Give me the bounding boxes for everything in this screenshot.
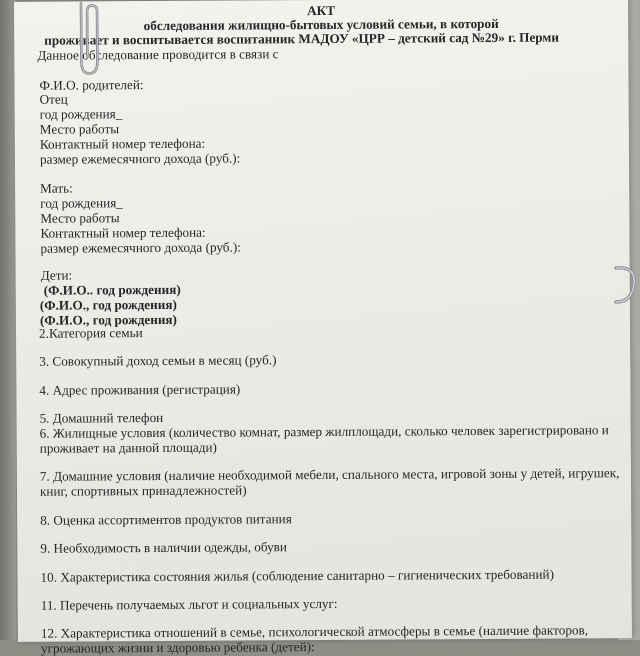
document-sheet	[14, 0, 632, 656]
child-entry: (Ф.И.О.. год рождения)	[43, 281, 181, 298]
item-family-relations-line2: угрожающих жизни и здоровью ребенка (детей):	[40, 639, 315, 656]
father-income: размер ежемесячного дохода (руб.):	[39, 150, 241, 167]
item-family-relations-line1: 12. Характеристика отношений в семье, психологической атмосферы в семье (наличие факторов,	[40, 622, 589, 641]
item-housing-state: 10. Характеристика состояния жилья (соблюдение санитарно – гигиенических требований)	[40, 566, 554, 585]
mother-label: Мать:	[40, 180, 73, 196]
intro-line: Данное обследование проводится в связи с	[37, 46, 279, 63]
paperclip-icon	[72, 1, 102, 77]
item-home-conditions-line1: 7. Домашние условия (наличие необходимой мебели, спального места, игровой зоны у детей, игрушек,	[39, 465, 620, 484]
children-label: Дети:	[40, 267, 73, 283]
item-family-income: 3. Совокупный доход семьи в месяц (руб.)	[39, 352, 277, 369]
item-home-phone: 5. Домашний телефон	[39, 409, 164, 426]
mother-income: размер ежемесячного дохода (руб.):	[40, 239, 241, 256]
document-title: АКТ	[307, 2, 336, 19]
item-housing-line2: проживает на данной площади)	[39, 439, 217, 456]
item-housing-line1: 6. Жилищные условия (количество комнат, размер жилплощади, сколько человек зарегистрировано и	[39, 422, 609, 441]
item-food-assessment: 8. Оценка ассортиментов продуктов питания	[40, 511, 292, 528]
item-benefits: 11. Перечень получаемых льгот и социальных услуг:	[40, 595, 338, 613]
father-workplace: Место работы	[39, 121, 120, 137]
item-clothing-needs: 9. Необходимость в наличии одежды, обуви	[40, 539, 287, 556]
parents-label: Ф.И.О. родителей:	[39, 77, 144, 93]
child-entry: (Ф.И.О., год рождения)	[39, 296, 177, 313]
mother-workplace: Место работы	[40, 210, 120, 226]
mother-birth-year: год рождения_	[40, 195, 123, 211]
binder-ring-icon	[612, 262, 638, 308]
item-family-category: 2.Категория семьи	[38, 325, 143, 341]
father-phone: Контактный номер телефона:	[39, 135, 206, 152]
father-label: Отец	[39, 91, 68, 107]
child-entry: (Ф.И.О., год рождения)	[39, 311, 177, 328]
item-home-conditions-line2: книг, спортивных принадлежностей)	[39, 482, 247, 499]
document-subtitle-line1: обследования жилищно-бытовых условий семьи, в которой	[143, 15, 499, 34]
item-address: 4. Адрес проживания (регистрация)	[39, 381, 241, 398]
document-subtitle-line2: проживает и воспитывается воспитанник МАДОУ «ЦРР – детский сад №29» г. Перми	[44, 29, 560, 48]
mother-phone: Контактный номер телефона:	[40, 224, 206, 241]
father-birth-year: год рождения_	[39, 106, 123, 122]
